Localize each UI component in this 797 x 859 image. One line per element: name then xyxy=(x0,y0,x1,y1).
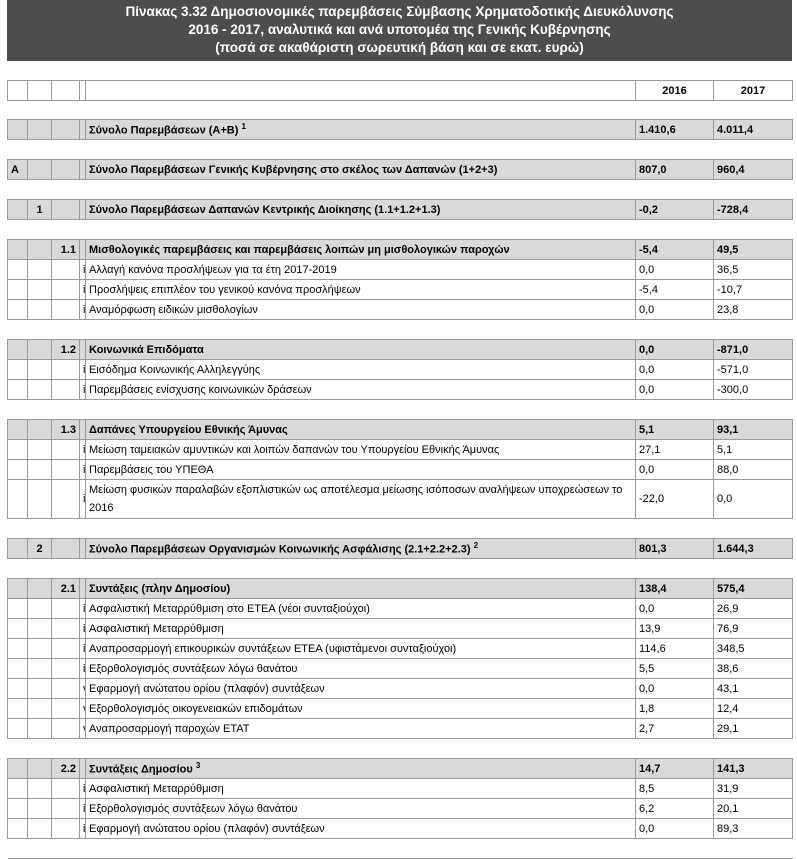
subtotal-row xyxy=(8,340,793,360)
row-label xyxy=(86,799,636,819)
value-2017: -871,0 xyxy=(714,340,793,360)
item-numeral: i xyxy=(80,460,86,480)
value-2017: 38,6 xyxy=(714,659,793,679)
row-label-text: Σύνολο Παρεμβάσεων Οργανισμών Κοινωνικής Ασφάλισης (2.1+2.2+2.3) xyxy=(89,543,471,556)
row-label xyxy=(86,160,636,180)
item-numeral: i xyxy=(80,799,86,819)
interventions-table xyxy=(7,80,793,859)
section-code xyxy=(8,579,28,599)
subgroup-code xyxy=(52,619,80,639)
value-2017: 43,1 xyxy=(714,679,793,699)
row-label-text: Ασφαλιστική Μεταρρύθμιση στο ΕΤΕΑ (νέοι συνταξιούχοι) xyxy=(89,602,370,615)
value-2017: 93,1 xyxy=(714,420,793,440)
group-code xyxy=(28,420,52,440)
group-code xyxy=(28,659,52,679)
section-code xyxy=(8,679,28,699)
section-code xyxy=(8,719,28,739)
row-label-text: Κοινωνικά Επιδόματα xyxy=(89,343,204,356)
value-2016: 0,0 xyxy=(636,380,714,400)
row-label xyxy=(86,679,636,699)
row-label-text: Εξορθολογισμός συντάξεων λόγω θανάτου xyxy=(89,662,298,675)
section-code xyxy=(8,280,28,300)
group-code xyxy=(28,440,52,460)
subtotal-row xyxy=(8,160,793,180)
row-label-text: Παρεμβάσεις ενίσχυσης κοινωνικών δράσεων xyxy=(89,383,312,396)
value-2016: 807,0 xyxy=(636,160,714,180)
group-code xyxy=(28,260,52,280)
item-numeral: i xyxy=(80,440,86,460)
value-2017: 88,0 xyxy=(714,460,793,480)
subgroup-code xyxy=(52,280,80,300)
value-2017: 36,5 xyxy=(714,260,793,280)
value-2016: 0,0 xyxy=(636,360,714,380)
value-2017: 49,5 xyxy=(714,240,793,260)
row-label xyxy=(86,340,636,360)
row-label-text: Εξορθολογισμός οικογενειακών επιδομάτων xyxy=(89,702,303,715)
group-code xyxy=(28,799,52,819)
subgroup-code xyxy=(52,440,80,460)
subgroup-code xyxy=(52,200,80,220)
spacer-row xyxy=(8,320,793,340)
value-2016: -0,2 xyxy=(636,200,714,220)
table-row xyxy=(8,360,793,380)
value-2017: 12,4 xyxy=(714,699,793,719)
section-code xyxy=(8,619,28,639)
table-row xyxy=(8,799,793,819)
section-code: A xyxy=(8,160,28,180)
table-row xyxy=(8,699,793,719)
value-2016: -5,4 xyxy=(636,280,714,300)
value-2016: 0,0 xyxy=(636,260,714,280)
value-2017: 0,0 xyxy=(714,480,793,519)
table-row xyxy=(8,779,793,799)
item-numeral: i xyxy=(80,659,86,679)
value-2016: 8,5 xyxy=(636,779,714,799)
section-code xyxy=(8,699,28,719)
group-code xyxy=(28,619,52,639)
row-label xyxy=(86,480,636,519)
subgroup-code xyxy=(52,120,80,140)
group-code xyxy=(28,639,52,659)
footnote-marker: 1 xyxy=(241,122,246,132)
value-2017: 23,8 xyxy=(714,300,793,320)
value-2017: 960,4 xyxy=(714,160,793,180)
value-2017: 29,1 xyxy=(714,719,793,739)
value-2017: 575,4 xyxy=(714,579,793,599)
row-label xyxy=(86,120,636,140)
subgroup-code xyxy=(52,719,80,739)
value-2016: 0,0 xyxy=(636,300,714,320)
table-row xyxy=(8,300,793,320)
row-label xyxy=(86,639,636,659)
value-2016: 138,4 xyxy=(636,579,714,599)
title-line-1: Πίνακας 3.32 Δημοσιονομικές παρεμβάσεις Σύμβασης Χρηματοδοτικής Διευκόλυνσης xyxy=(125,4,674,19)
row-label xyxy=(86,659,636,679)
row-label-text: Μισθολογικές παρεμβάσεις και παρεμβάσεις λοιπών μη μισθολογικών παροχών xyxy=(89,243,510,256)
section-code xyxy=(8,460,28,480)
row-label-text: Προσλήψεις επιπλέον του γενικού κανόνα προσλήψεων xyxy=(89,283,361,296)
table-row xyxy=(8,599,793,619)
row-label xyxy=(86,699,636,719)
item-numeral: i xyxy=(80,480,86,519)
value-2016: 0,0 xyxy=(636,460,714,480)
table-row xyxy=(8,260,793,280)
section-code xyxy=(8,200,28,220)
row-label-text: Συντάξεις (πλην Δημοσίου) xyxy=(89,582,231,595)
subtotal-row xyxy=(8,759,793,779)
group-code xyxy=(28,599,52,619)
value-2017: 5,1 xyxy=(714,440,793,460)
value-2017: -728,4 xyxy=(714,200,793,220)
section-code xyxy=(8,819,28,839)
value-2017: 76,9 xyxy=(714,619,793,639)
year-header-row xyxy=(8,81,793,101)
year-2016-header: 2016 xyxy=(636,81,714,101)
subgroup-code xyxy=(52,799,80,819)
row-label xyxy=(86,719,636,739)
row-label xyxy=(86,440,636,460)
group-code xyxy=(28,759,52,779)
value-2017: -300,0 xyxy=(714,380,793,400)
value-2016: 1,8 xyxy=(636,699,714,719)
subgroup-code xyxy=(52,819,80,839)
value-2016: 0,0 xyxy=(636,819,714,839)
subgroup-code xyxy=(52,679,80,699)
footnote-marker: 2 xyxy=(473,541,479,551)
subtotal-row xyxy=(8,200,793,220)
table-row xyxy=(8,639,793,659)
value-2017: 141,3 xyxy=(714,759,793,779)
section-code xyxy=(8,300,28,320)
group-code: 1 xyxy=(28,200,52,220)
item-numeral: i xyxy=(80,619,86,639)
value-2017: 348,5 xyxy=(714,639,793,659)
table-row xyxy=(8,719,793,739)
subgroup-code xyxy=(52,539,80,559)
value-2016: -22,0 xyxy=(636,480,714,519)
year-2017-header: 2017 xyxy=(714,81,793,101)
row-label xyxy=(86,240,636,260)
item-numeral: i xyxy=(80,260,86,280)
row-label xyxy=(86,360,636,380)
item-numeral: i xyxy=(80,360,86,380)
item-numeral: i xyxy=(80,639,86,659)
subgroup-code xyxy=(52,659,80,679)
value-2016: -5,4 xyxy=(636,240,714,260)
section-code xyxy=(8,440,28,460)
group-code xyxy=(28,460,52,480)
section-code xyxy=(8,599,28,619)
group-code xyxy=(28,340,52,360)
section-code xyxy=(8,120,28,140)
group-code xyxy=(28,240,52,260)
row-label xyxy=(86,759,636,779)
group-code xyxy=(28,120,52,140)
group-code xyxy=(28,360,52,380)
table-row xyxy=(8,480,793,519)
group-code xyxy=(28,280,52,300)
row-label-text: Αναπροσαρμογή παροχών ΕΤΑΤ xyxy=(89,722,250,735)
value-2016: 801,3 xyxy=(636,539,714,559)
row-label-text: Εφαρμογή ανώτατου ορίου (πλαφόν) συντάξεων xyxy=(89,682,325,695)
spacer-row xyxy=(8,180,793,200)
item-numeral: i xyxy=(80,779,86,799)
section-code xyxy=(8,340,28,360)
spacer-row xyxy=(8,220,793,240)
value-2016: 0,0 xyxy=(636,340,714,360)
value-2016: 13,9 xyxy=(636,619,714,639)
section-code xyxy=(8,360,28,380)
group-code xyxy=(28,679,52,699)
footnote-marker: 3 xyxy=(195,761,201,771)
group-code xyxy=(28,160,52,180)
section-code xyxy=(8,639,28,659)
subtotal-row xyxy=(8,240,793,260)
subgroup-code xyxy=(52,699,80,719)
title-line-3: (ποσά σε ακαθάριστη σωρευτική βάση και σε εκατ. ευρώ) xyxy=(215,40,584,55)
row-label-text: Παρεμβάσεις του ΥΠΕΘΑ xyxy=(89,463,214,476)
row-label xyxy=(86,280,636,300)
table-title xyxy=(7,0,792,61)
row-label-text: Δαπάνες Υπουργείου Εθνικής Άμυνας xyxy=(89,423,288,436)
table-row xyxy=(8,380,793,400)
subgroup-code xyxy=(52,380,80,400)
row-label-text: Αλλαγή κανόνα προσλήψεων για τα έτη 2017-2019 xyxy=(89,263,337,276)
row-label xyxy=(86,779,636,799)
row-label-text: Αναμόρφωση ειδικών μισθολογίων xyxy=(89,303,258,316)
row-label-text: Εξορθολογισμός συντάξεων λόγω θανάτου xyxy=(89,802,298,815)
subgroup-code xyxy=(52,779,80,799)
group-code xyxy=(28,779,52,799)
subgroup-code: 1.1 xyxy=(52,240,80,260)
value-2016: 0,0 xyxy=(636,679,714,699)
title-line-2: 2016 - 2017, αναλυτικά και ανά υποτομέα της Γενικής Κυβέρνησης xyxy=(188,22,611,37)
table-row xyxy=(8,280,793,300)
row-label xyxy=(86,460,636,480)
value-2016: 5,1 xyxy=(636,420,714,440)
section-code xyxy=(8,799,28,819)
subgroup-code xyxy=(52,599,80,619)
subgroup-code xyxy=(52,480,80,519)
section-code xyxy=(8,420,28,440)
value-2017: 1.644,3 xyxy=(714,539,793,559)
section-code xyxy=(8,659,28,679)
row-label xyxy=(86,599,636,619)
value-2017: 20,1 xyxy=(714,799,793,819)
value-2016: 14,7 xyxy=(636,759,714,779)
spacer-row xyxy=(8,519,793,539)
value-2016: 114,6 xyxy=(636,639,714,659)
item-numeral: i xyxy=(80,599,86,619)
section-code xyxy=(8,380,28,400)
section-code xyxy=(8,759,28,779)
value-2016: 1.410,6 xyxy=(636,120,714,140)
value-2016: 6,2 xyxy=(636,799,714,819)
row-label xyxy=(86,579,636,599)
item-numeral: i xyxy=(80,380,86,400)
value-2017: 26,9 xyxy=(714,599,793,619)
group-code xyxy=(28,699,52,719)
row-label xyxy=(86,619,636,639)
item-numeral: i xyxy=(80,819,86,839)
subgroup-code: 2.2 xyxy=(52,759,80,779)
group-code xyxy=(28,719,52,739)
subgroup-code: 2.1 xyxy=(52,579,80,599)
subgroup-code xyxy=(52,639,80,659)
spacer-row xyxy=(8,101,793,120)
item-numeral: i xyxy=(80,300,86,320)
value-2017: -10,7 xyxy=(714,280,793,300)
group-code xyxy=(28,300,52,320)
row-label xyxy=(86,420,636,440)
row-label-text: Εισόδημα Κοινωνικής Αλληλεγγύης xyxy=(89,363,261,376)
row-label-text: Σύνολο Παρεμβάσεων Δαπανών Κεντρικής Διοίκησης (1.1+1.2+1.3) xyxy=(89,203,441,216)
group-code xyxy=(28,380,52,400)
table-row xyxy=(8,659,793,679)
section-code xyxy=(8,480,28,519)
table-row xyxy=(8,819,793,839)
group-code xyxy=(28,819,52,839)
subgroup-code xyxy=(52,300,80,320)
subtotal-row xyxy=(8,539,793,559)
value-2017: 31,9 xyxy=(714,779,793,799)
group-code xyxy=(28,579,52,599)
row-label-text: Μείωση ταμειακών αμυντικών και λοιπών δαπανών του Υπουργείου Εθνικής Άμυνας xyxy=(89,443,500,456)
row-label-text: Αναπροσαρμογή επικουρικών συντάξεων ΕΤΕΑ (υφιστάμενοι συνταξιούχοι) xyxy=(89,642,457,655)
subtotal-row xyxy=(8,579,793,599)
subgroup-code xyxy=(52,260,80,280)
section-code xyxy=(8,260,28,280)
row-label-text: Ασφαλιστική Μεταρρύθμιση xyxy=(89,782,224,795)
subgroup-code xyxy=(52,360,80,380)
subtotal-row xyxy=(8,120,793,140)
section-code xyxy=(8,539,28,559)
value-2016: 5,5 xyxy=(636,659,714,679)
spacer-row xyxy=(8,140,793,160)
section-code xyxy=(8,779,28,799)
value-2017: -571,0 xyxy=(714,360,793,380)
row-label xyxy=(86,300,636,320)
subgroup-code xyxy=(52,160,80,180)
row-label-text: Ασφαλιστική Μεταρρύθμιση xyxy=(89,622,224,635)
spacer-row xyxy=(8,400,793,420)
table-row xyxy=(8,619,793,639)
group-code: 2 xyxy=(28,539,52,559)
row-label-text: Σύνολο Παρεμβάσεων (Α+Β) xyxy=(89,124,239,137)
row-label-text: Σύνολο Παρεμβάσεων Γενικής Κυβέρνησης στο σκέλος των Δαπανών (1+2+3) xyxy=(89,163,498,176)
spacer-row xyxy=(8,559,793,579)
row-label xyxy=(86,539,636,559)
table-row xyxy=(8,679,793,699)
table-row xyxy=(8,440,793,460)
subgroup-code: 1.3 xyxy=(52,420,80,440)
value-2017: 89,3 xyxy=(714,819,793,839)
row-label xyxy=(86,260,636,280)
value-2016: 0,0 xyxy=(636,599,714,619)
spacer-row xyxy=(8,739,793,759)
row-label xyxy=(86,819,636,839)
spacer-row xyxy=(8,839,793,859)
row-label-text: Συντάξεις Δημοσίου xyxy=(89,763,193,776)
value-2016: 2,7 xyxy=(636,719,714,739)
value-2016: 27,1 xyxy=(636,440,714,460)
row-label-text: Εφαρμογή ανώτατου ορίου (πλαφόν) συντάξεων xyxy=(89,822,325,835)
subgroup-code xyxy=(52,460,80,480)
table-row xyxy=(8,460,793,480)
value-2017: 4.011,4 xyxy=(714,120,793,140)
subgroup-code: 1.2 xyxy=(52,340,80,360)
subtotal-row xyxy=(8,420,793,440)
row-label-text: Μείωση φυσικών παραλαβών εξοπλιστικών ως αποτέλεσμα μείωσης ισόποσων αναλήψεων υποχρεώσεων το 2016 xyxy=(89,484,623,514)
row-label xyxy=(86,200,636,220)
item-numeral: i xyxy=(80,280,86,300)
row-label xyxy=(86,380,636,400)
section-code xyxy=(8,240,28,260)
group-code xyxy=(28,480,52,519)
